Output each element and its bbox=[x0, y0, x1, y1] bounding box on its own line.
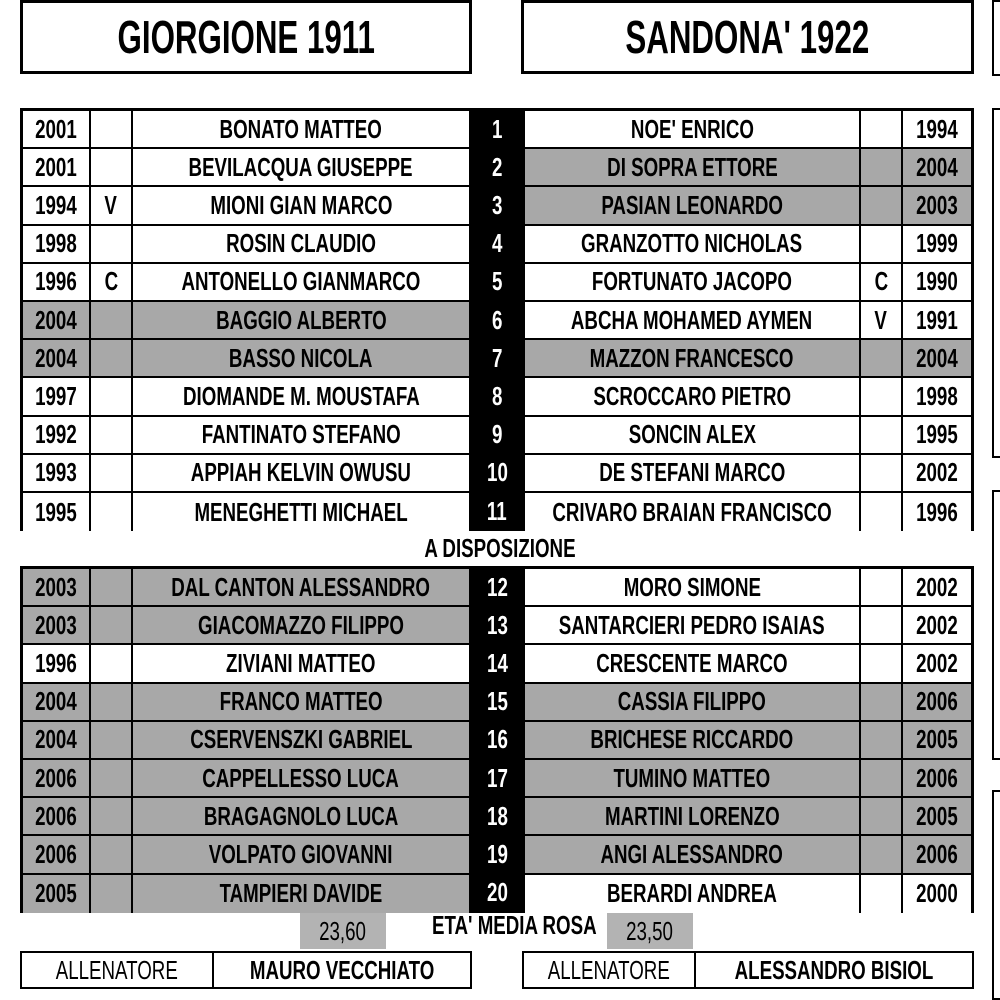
player-row bbox=[525, 569, 971, 607]
player-name: GIACOMAZZO FILIPPO bbox=[133, 607, 469, 645]
player-name: BRICHESE RICCARDO bbox=[525, 722, 861, 760]
player-name: DI SOPRA ETTORE bbox=[525, 149, 861, 187]
player-row bbox=[525, 722, 971, 760]
away-team-name: SANDONA' 1922 bbox=[625, 11, 870, 63]
shirt-number: 4 bbox=[491, 228, 503, 259]
player-name: SCROCCARO PIETRO bbox=[525, 378, 861, 416]
shirt-number: 16 bbox=[486, 724, 508, 755]
edge-panel bbox=[992, 490, 1000, 760]
player-name: GRANZOTTO NICHOLAS bbox=[525, 226, 861, 264]
avg-age-label: ETA' MEDIA ROSA bbox=[432, 910, 597, 940]
shirt-number: 9 bbox=[491, 419, 503, 450]
birth-year: 2004 bbox=[903, 340, 971, 378]
home-coach-name: MAURO VECCHIATO bbox=[249, 954, 435, 985]
away-coach-name: ALESSANDRO BISIOL bbox=[734, 954, 934, 985]
captain-mark bbox=[91, 684, 133, 722]
player-row bbox=[23, 569, 469, 607]
edge-panel bbox=[992, 0, 1000, 76]
shirt-number: 19 bbox=[486, 838, 508, 869]
player-row bbox=[23, 111, 469, 149]
player-name: SANTARCIERI PEDRO ISAIAS bbox=[525, 607, 861, 645]
birth-year: 2002 bbox=[903, 645, 971, 683]
bench-label: A DISPOSIZIONE bbox=[424, 533, 576, 563]
player-name: CASSIA FILIPPO bbox=[525, 684, 861, 722]
captain-mark bbox=[91, 645, 133, 683]
captain-mark bbox=[861, 149, 903, 187]
captain-mark bbox=[91, 569, 133, 607]
shirt-number: 10 bbox=[486, 457, 508, 488]
player-row bbox=[525, 760, 971, 798]
player-name: BONATO MATTEO bbox=[133, 111, 469, 149]
shirt-number: 3 bbox=[491, 189, 503, 220]
away-avg-age: 23,50 bbox=[607, 913, 693, 949]
shirt-number: 17 bbox=[486, 762, 508, 793]
birth-year: 2004 bbox=[23, 302, 91, 340]
birth-year: 1996 bbox=[903, 493, 971, 531]
birth-year: 1998 bbox=[903, 378, 971, 416]
player-name: MORO SIMONE bbox=[525, 569, 861, 607]
captain-mark bbox=[861, 187, 903, 225]
player-row bbox=[525, 302, 971, 340]
player-row bbox=[23, 226, 469, 264]
captain-mark bbox=[861, 645, 903, 683]
birth-year: 2001 bbox=[23, 149, 91, 187]
home-coach-row bbox=[20, 951, 472, 989]
player-name: VOLPATO GIOVANNI bbox=[133, 836, 469, 874]
player-name: APPIAH KELVIN OWUSU bbox=[133, 455, 469, 493]
player-row bbox=[23, 760, 469, 798]
player-row bbox=[525, 493, 971, 531]
birth-year: 2005 bbox=[23, 875, 91, 913]
shirt-number: 15 bbox=[486, 686, 508, 717]
birth-year: 1996 bbox=[23, 645, 91, 683]
player-name: BAGGIO ALBERTO bbox=[133, 302, 469, 340]
home-subs-table bbox=[20, 566, 472, 913]
player-row bbox=[525, 264, 971, 302]
player-row bbox=[23, 645, 469, 683]
captain-mark bbox=[861, 340, 903, 378]
player-name: MIONI GIAN MARCO bbox=[133, 187, 469, 225]
shirt-number: 8 bbox=[491, 380, 503, 411]
captain-mark bbox=[861, 493, 903, 531]
player-row bbox=[525, 187, 971, 225]
player-row bbox=[525, 111, 971, 149]
shirt-number: 5 bbox=[491, 266, 503, 297]
captain-mark bbox=[91, 302, 133, 340]
sub-number-column bbox=[470, 566, 524, 913]
player-row bbox=[23, 455, 469, 493]
captain-mark bbox=[91, 798, 133, 836]
birth-year: 2004 bbox=[23, 340, 91, 378]
player-row bbox=[23, 836, 469, 874]
player-name: CAPPELLESSO LUCA bbox=[133, 760, 469, 798]
player-row bbox=[525, 684, 971, 722]
player-row bbox=[525, 455, 971, 493]
player-row bbox=[525, 798, 971, 836]
home-team-title bbox=[20, 0, 472, 74]
captain-mark: C bbox=[91, 264, 133, 302]
shirt-number: 6 bbox=[491, 304, 503, 335]
player-row bbox=[23, 607, 469, 645]
captain-mark bbox=[91, 493, 133, 531]
birth-year: 2006 bbox=[903, 836, 971, 874]
player-row bbox=[23, 798, 469, 836]
birth-year: 2006 bbox=[903, 760, 971, 798]
player-name: CSERVENSZKI GABRIEL bbox=[133, 722, 469, 760]
edge-panel bbox=[992, 108, 1000, 458]
shirt-number: 20 bbox=[486, 877, 508, 908]
away-coach-row bbox=[522, 951, 974, 989]
player-row bbox=[525, 607, 971, 645]
player-name: FRANCO MATTEO bbox=[133, 684, 469, 722]
shirt-number: 11 bbox=[487, 495, 507, 526]
player-row bbox=[23, 264, 469, 302]
birth-year: 2003 bbox=[23, 607, 91, 645]
captain-mark bbox=[91, 760, 133, 798]
captain-mark bbox=[91, 836, 133, 874]
player-name: MARTINI LORENZO bbox=[525, 798, 861, 836]
birth-year: 2004 bbox=[903, 149, 971, 187]
player-name: PASIAN LEONARDO bbox=[525, 187, 861, 225]
captain-mark bbox=[861, 607, 903, 645]
player-name: BERARDI ANDREA bbox=[525, 875, 861, 913]
player-name: DAL CANTON ALESSANDRO bbox=[133, 569, 469, 607]
player-name: BEVILACQUA GIUSEPPE bbox=[133, 149, 469, 187]
player-row bbox=[525, 645, 971, 683]
player-row bbox=[525, 836, 971, 874]
captain-mark bbox=[861, 760, 903, 798]
birth-year: 1997 bbox=[23, 378, 91, 416]
captain-mark bbox=[861, 798, 903, 836]
captain-mark bbox=[91, 722, 133, 760]
player-name: BASSO NICOLA bbox=[133, 340, 469, 378]
birth-year: 2004 bbox=[23, 722, 91, 760]
shirt-number: 13 bbox=[486, 609, 508, 640]
birth-year: 1998 bbox=[23, 226, 91, 264]
player-name: CRESCENTE MARCO bbox=[525, 645, 861, 683]
birth-year: 2002 bbox=[903, 455, 971, 493]
birth-year: 2004 bbox=[23, 684, 91, 722]
captain-mark bbox=[91, 455, 133, 493]
birth-year: 2001 bbox=[23, 111, 91, 149]
captain-mark bbox=[861, 875, 903, 913]
player-row bbox=[23, 149, 469, 187]
player-row bbox=[23, 722, 469, 760]
player-row bbox=[525, 226, 971, 264]
birth-year: 1995 bbox=[23, 493, 91, 531]
captain-mark bbox=[91, 226, 133, 264]
birth-year: 2006 bbox=[23, 798, 91, 836]
player-name: TUMINO MATTEO bbox=[525, 760, 861, 798]
birth-year: 2002 bbox=[903, 569, 971, 607]
player-name: DIOMANDE M. MOUSTAFA bbox=[133, 378, 469, 416]
player-row bbox=[23, 340, 469, 378]
player-row bbox=[23, 302, 469, 340]
player-name: ROSIN CLAUDIO bbox=[133, 226, 469, 264]
player-row bbox=[23, 875, 469, 913]
player-row bbox=[525, 417, 971, 455]
shirt-number: 12 bbox=[486, 571, 508, 602]
captain-mark bbox=[91, 378, 133, 416]
player-row bbox=[525, 340, 971, 378]
away-team-title bbox=[521, 0, 974, 74]
player-name: ZIVIANI MATTEO bbox=[133, 645, 469, 683]
player-name: FORTUNATO JACOPO bbox=[525, 264, 861, 302]
captain-mark bbox=[91, 875, 133, 913]
captain-mark bbox=[861, 722, 903, 760]
player-name: ABCHA MOHAMED AYMEN bbox=[525, 302, 861, 340]
away-coach-label: ALLENATORE bbox=[524, 953, 696, 987]
birth-year: 1995 bbox=[903, 417, 971, 455]
birth-year: 2003 bbox=[903, 187, 971, 225]
captain-mark bbox=[861, 226, 903, 264]
birth-year: 2000 bbox=[903, 875, 971, 913]
away-starters-table bbox=[522, 108, 974, 531]
home-starters-table bbox=[20, 108, 472, 531]
birth-year: 1991 bbox=[903, 302, 971, 340]
player-name: MAZZON FRANCESCO bbox=[525, 340, 861, 378]
birth-year: 1996 bbox=[23, 264, 91, 302]
birth-year: 2003 bbox=[23, 569, 91, 607]
captain-mark bbox=[861, 684, 903, 722]
captain-mark bbox=[91, 417, 133, 455]
player-row bbox=[23, 684, 469, 722]
birth-year: 1990 bbox=[903, 264, 971, 302]
captain-mark bbox=[861, 417, 903, 455]
edge-panel bbox=[992, 790, 1000, 1000]
captain-mark bbox=[861, 378, 903, 416]
player-row bbox=[525, 149, 971, 187]
player-name: TAMPIERI DAVIDE bbox=[133, 875, 469, 913]
player-name: NOE' ENRICO bbox=[525, 111, 861, 149]
home-coach-label: ALLENATORE bbox=[22, 953, 214, 987]
birth-year: 1992 bbox=[23, 417, 91, 455]
shirt-number: 7 bbox=[491, 342, 503, 373]
away-subs-table bbox=[522, 566, 974, 913]
player-row bbox=[23, 378, 469, 416]
player-row bbox=[525, 378, 971, 416]
captain-mark bbox=[91, 607, 133, 645]
birth-year: 1993 bbox=[23, 455, 91, 493]
shirt-number: 2 bbox=[491, 151, 503, 182]
birth-year: 2006 bbox=[903, 684, 971, 722]
player-name: ANTONELLO GIANMARCO bbox=[133, 264, 469, 302]
captain-mark: V bbox=[91, 187, 133, 225]
birth-year: 1994 bbox=[903, 111, 971, 149]
shirt-number: 18 bbox=[486, 800, 508, 831]
captain-mark bbox=[861, 111, 903, 149]
shirt-number: 1 bbox=[491, 113, 503, 144]
birth-year: 1999 bbox=[903, 226, 971, 264]
captain-mark bbox=[861, 836, 903, 874]
player-row bbox=[525, 875, 971, 913]
player-name: ANGI ALESSANDRO bbox=[525, 836, 861, 874]
player-name: BRAGAGNOLO LUCA bbox=[133, 798, 469, 836]
birth-year: 2005 bbox=[903, 722, 971, 760]
captain-mark bbox=[861, 569, 903, 607]
captain-mark bbox=[91, 340, 133, 378]
player-name: CRIVARO BRAIAN FRANCISCO bbox=[525, 493, 861, 531]
birth-year: 1994 bbox=[23, 187, 91, 225]
home-avg-age: 23,60 bbox=[300, 913, 386, 949]
player-name: SONCIN ALEX bbox=[525, 417, 861, 455]
captain-mark bbox=[861, 455, 903, 493]
player-row bbox=[23, 493, 469, 531]
player-row bbox=[23, 417, 469, 455]
birth-year: 2006 bbox=[23, 836, 91, 874]
birth-year: 2002 bbox=[903, 607, 971, 645]
birth-year: 2006 bbox=[23, 760, 91, 798]
player-name: DE STEFANI MARCO bbox=[525, 455, 861, 493]
player-row bbox=[23, 187, 469, 225]
home-team-name: GIORGIONE 1911 bbox=[117, 11, 375, 63]
shirt-number: 14 bbox=[486, 647, 508, 678]
captain-mark bbox=[91, 149, 133, 187]
captain-mark: C bbox=[861, 264, 903, 302]
starter-number-column bbox=[470, 108, 524, 531]
player-name: FANTINATO STEFANO bbox=[133, 417, 469, 455]
player-name: MENEGHETTI MICHAEL bbox=[133, 493, 469, 531]
captain-mark: V bbox=[861, 302, 903, 340]
birth-year: 2005 bbox=[903, 798, 971, 836]
captain-mark bbox=[91, 111, 133, 149]
